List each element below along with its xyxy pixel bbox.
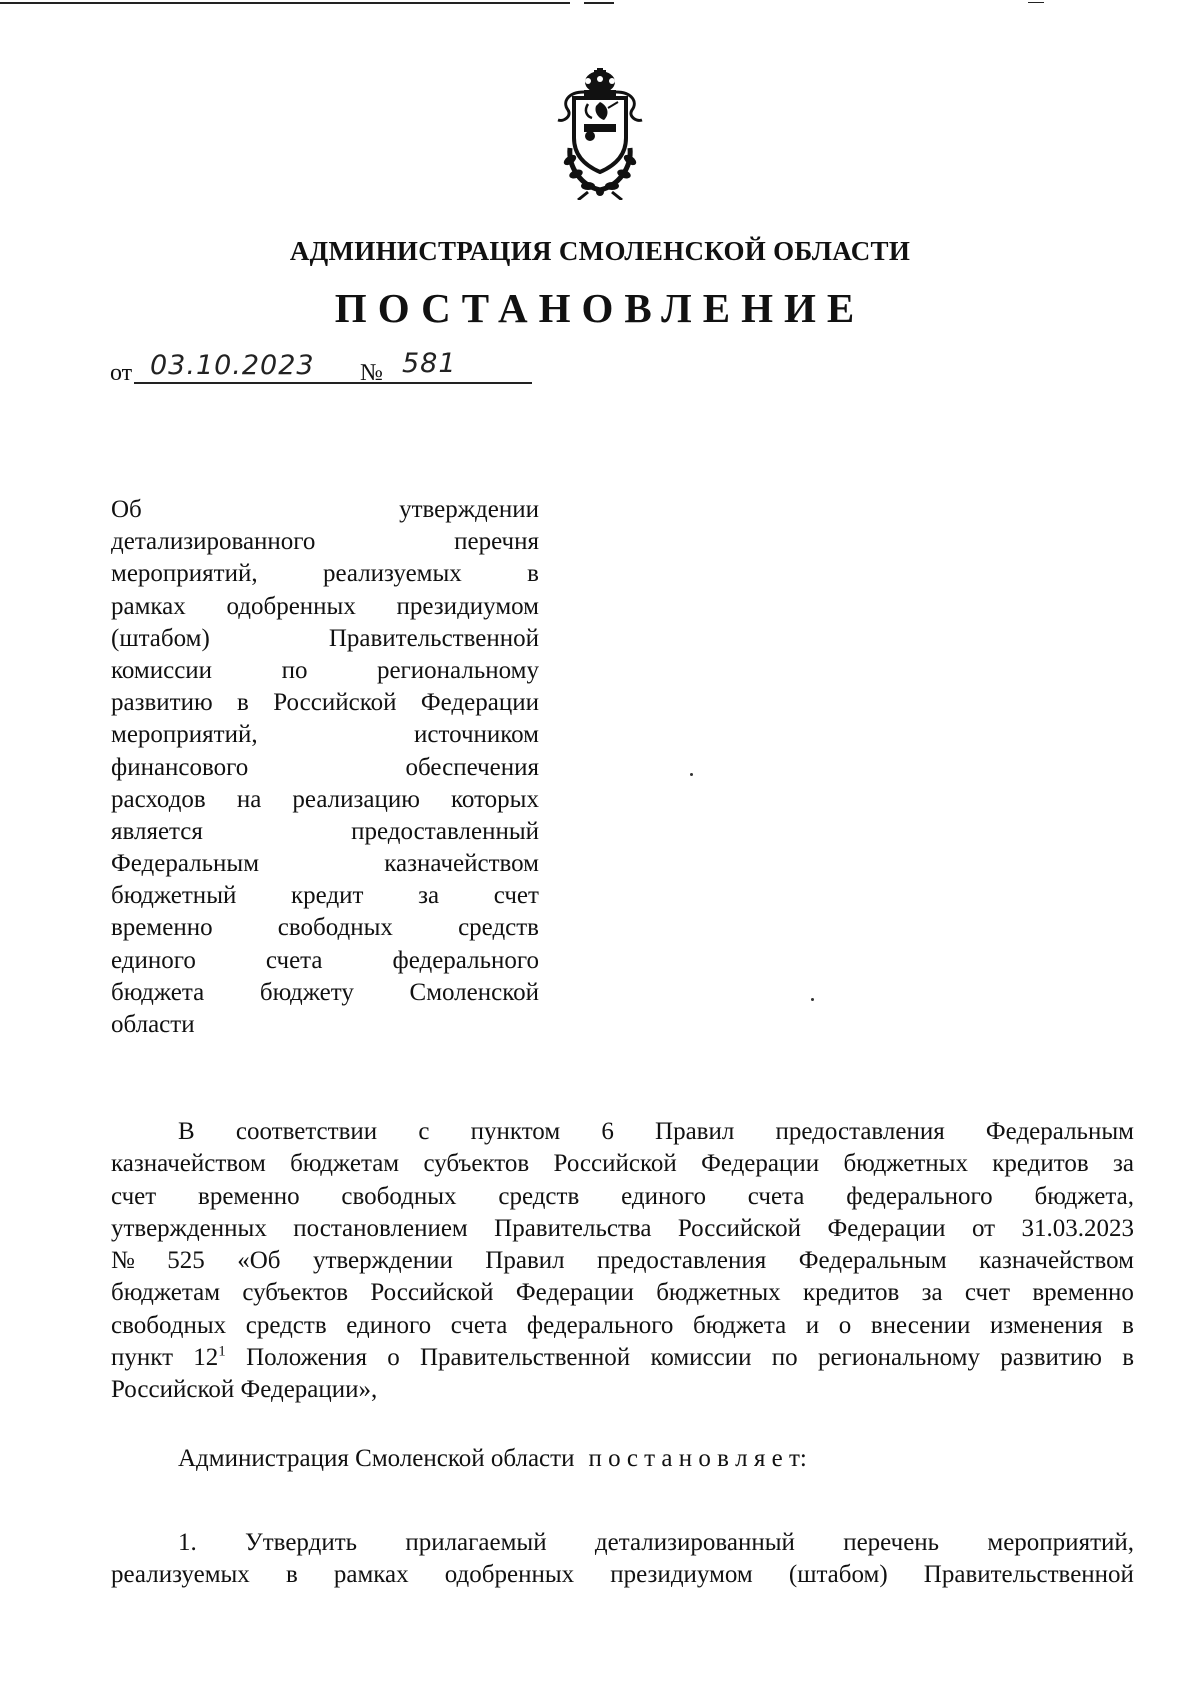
text-line	[111, 880, 539, 912]
word: утверждении	[312, 1247, 453, 1275]
word: свободных	[277, 914, 393, 942]
word: казначейством	[111, 1150, 266, 1178]
text-line	[111, 1009, 539, 1041]
text-line	[111, 1527, 1134, 1559]
text-line	[111, 558, 539, 590]
text-line	[111, 977, 539, 1009]
document-subject	[111, 494, 539, 1041]
word: детализированный	[594, 1529, 795, 1556]
word: прилагаемый	[405, 1529, 547, 1556]
word: в	[527, 560, 539, 588]
word: Правил	[485, 1247, 565, 1275]
word: в	[1122, 1344, 1134, 1372]
word: и	[805, 1311, 820, 1339]
word: бюджета	[692, 1311, 787, 1339]
word: кредитов	[992, 1150, 1089, 1178]
word: 6	[601, 1118, 614, 1145]
text-line	[111, 945, 539, 977]
word: временно	[111, 914, 213, 942]
word: Правительственной	[328, 624, 539, 652]
word: единого	[621, 1182, 706, 1210]
word: Российской	[370, 1279, 494, 1307]
word: временно	[198, 1182, 300, 1210]
word: президиумом	[610, 1561, 753, 1589]
word: постановлением	[293, 1214, 468, 1242]
text-line	[111, 784, 539, 816]
word: предоставления	[775, 1118, 945, 1145]
word: Правительственной	[923, 1561, 1134, 1589]
word: мероприятий,	[111, 721, 258, 749]
coat-of-arms-emblem	[548, 68, 652, 200]
word: президиумом	[396, 592, 539, 620]
word: от	[971, 1214, 996, 1242]
word: счет	[493, 882, 539, 910]
word: обеспечения	[405, 753, 539, 781]
word: федерального	[846, 1182, 993, 1210]
agency-name: АДМИНИСТРАЦИЯ СМОЛЕНСКОЙ ОБЛАСТИ	[289, 236, 911, 266]
word: предоставленный	[351, 817, 539, 845]
word: детализированного	[111, 528, 316, 556]
word: изменения	[990, 1311, 1103, 1339]
text-line	[111, 1181, 1134, 1213]
word: бюджету	[259, 978, 354, 1006]
word: №	[111, 1247, 135, 1275]
preamble-paragraph	[111, 1116, 1134, 1407]
word: области	[111, 1011, 195, 1038]
word: счет	[111, 1182, 157, 1210]
word: мероприятий,	[111, 560, 258, 588]
word: Правительства	[494, 1214, 652, 1242]
word: субъектов	[242, 1279, 349, 1307]
word: финансового	[111, 753, 249, 781]
text-line	[111, 623, 539, 655]
word: на	[236, 785, 262, 813]
word: Правительственной	[420, 1344, 631, 1372]
word: пункт	[111, 1344, 173, 1372]
word: казначейством	[384, 850, 539, 878]
word: Положения	[246, 1344, 367, 1372]
word: реализацию	[292, 785, 420, 813]
word: соответствии	[235, 1118, 378, 1145]
word: является	[111, 817, 203, 845]
word: за	[1113, 1150, 1134, 1178]
word: В	[178, 1118, 195, 1145]
word: региональному	[817, 1344, 980, 1372]
document-type: ПОСТАНОВЛЕНИЕ	[334, 285, 866, 331]
word: Федерации	[701, 1150, 820, 1178]
word: по	[281, 656, 308, 684]
scan-speck	[690, 773, 693, 776]
number-label: №	[360, 360, 383, 386]
text-line	[111, 848, 539, 880]
word: (штабом)	[111, 624, 210, 652]
handwritten-number: 581	[402, 348, 457, 379]
word: 12	[193, 1344, 219, 1372]
word: реализуемых	[322, 560, 462, 588]
decree-verb: п о с т а н о в л я е т:	[588, 1445, 807, 1472]
word: в	[285, 1561, 298, 1589]
word: Российской	[553, 1150, 677, 1178]
item-1-paragraph	[111, 1527, 1134, 1592]
word: счета	[265, 946, 323, 974]
date-label: от	[110, 360, 133, 386]
text-line	[111, 526, 539, 558]
word: расходов	[111, 785, 206, 813]
word: комиссии	[111, 656, 213, 684]
word: единого	[346, 1311, 432, 1339]
word: средств	[498, 1182, 580, 1210]
word: рамках	[111, 592, 186, 620]
word: Федерации	[827, 1214, 946, 1242]
word: рамках	[333, 1561, 409, 1589]
word: (штабом)	[788, 1561, 888, 1589]
word: Федерации	[420, 689, 539, 717]
scan-edge-line	[0, 2, 570, 4]
text-line	[111, 1213, 1134, 1245]
word: предоставления	[597, 1247, 767, 1275]
text-line	[111, 1559, 1134, 1591]
word: Российской	[273, 689, 397, 717]
text-line	[111, 1148, 1134, 1180]
scan-edge-line	[1028, 2, 1044, 3]
word: 31.03.2023	[1021, 1214, 1134, 1242]
word: Федерации	[515, 1279, 634, 1307]
text-line	[111, 591, 539, 623]
word: 1.	[178, 1529, 197, 1556]
word: мероприятий,	[987, 1529, 1134, 1556]
text-line	[111, 1245, 1134, 1277]
word: свободных	[111, 1311, 227, 1339]
text-line	[111, 719, 539, 751]
word: средств	[458, 914, 539, 942]
word: «Об	[237, 1247, 281, 1275]
date-number-line	[110, 348, 550, 388]
word: о	[387, 1344, 400, 1372]
word: одобренных	[444, 1561, 575, 1589]
word: Федеральным	[798, 1247, 947, 1275]
word: временно	[1032, 1279, 1134, 1307]
word: одобренных	[226, 592, 356, 620]
word: Утвердить	[245, 1529, 358, 1556]
word: перечня	[454, 528, 539, 556]
word: бюджетный	[111, 882, 237, 910]
word: федерального	[526, 1311, 674, 1339]
word: бюджетам	[290, 1150, 400, 1178]
text-line	[111, 494, 539, 526]
word-with-superscript	[193, 1342, 226, 1374]
text-line	[111, 912, 539, 944]
text-line	[111, 1116, 1134, 1148]
word: Федеральным	[111, 850, 260, 878]
word: комиссии	[650, 1344, 752, 1372]
word: казначейством	[979, 1247, 1134, 1275]
word: бюджета,	[1034, 1182, 1134, 1210]
word: бюджета	[111, 978, 205, 1006]
word: Федеральным	[985, 1118, 1134, 1145]
word: бюджетам	[111, 1279, 221, 1307]
text-line	[111, 1277, 1134, 1309]
word: за	[921, 1279, 943, 1307]
text-line	[111, 1342, 1134, 1374]
word: пунктом	[470, 1118, 561, 1145]
text-line	[111, 752, 539, 784]
word: бюджетных	[656, 1279, 781, 1307]
word: единого	[111, 946, 196, 974]
word: развитию	[1000, 1344, 1102, 1372]
word: по	[771, 1344, 798, 1372]
word: Российской	[677, 1214, 802, 1242]
word: региональному	[376, 656, 539, 684]
text-line	[111, 655, 539, 687]
superscript: 1	[218, 1343, 226, 1360]
word: счет	[964, 1279, 1011, 1307]
word: развитию	[111, 689, 213, 717]
word: о	[838, 1311, 852, 1339]
word: федерального	[392, 946, 539, 974]
text-line	[111, 1310, 1134, 1342]
word: источником	[414, 721, 539, 749]
word: Смоленской	[409, 978, 539, 1006]
word: субъектов	[423, 1150, 530, 1178]
scan-speck	[811, 998, 814, 1001]
word: счета	[747, 1182, 805, 1210]
decree-prefix: Администрация Смоленской области	[178, 1445, 575, 1472]
word: реализуемых	[111, 1561, 250, 1589]
text-line	[111, 1374, 1134, 1406]
word: счета	[450, 1311, 508, 1339]
word: Правил	[655, 1118, 735, 1145]
decree-paragraph	[111, 1443, 1134, 1475]
word: за	[418, 882, 440, 910]
word: свободных	[341, 1182, 457, 1210]
word: Российской Федерации»,	[111, 1376, 378, 1404]
word: в	[237, 689, 249, 717]
scan-edge-line	[584, 2, 614, 4]
text-line	[111, 816, 539, 848]
word: внесении	[870, 1311, 971, 1339]
word: бюджетных	[843, 1150, 968, 1178]
word: с	[418, 1118, 430, 1145]
word: утверждении	[399, 496, 539, 523]
word: утвержденных	[111, 1214, 267, 1242]
word: Об	[111, 496, 142, 523]
word: перечень	[843, 1529, 940, 1556]
word: которых	[451, 785, 539, 813]
word: средств	[245, 1311, 327, 1339]
word: 525	[167, 1247, 205, 1275]
handwritten-date: 03.10.2023	[150, 350, 315, 381]
number-underline	[390, 382, 532, 384]
word: в	[1122, 1311, 1134, 1339]
word: кредит	[291, 882, 364, 910]
word: кредитов	[802, 1279, 900, 1307]
text-line	[111, 687, 539, 719]
